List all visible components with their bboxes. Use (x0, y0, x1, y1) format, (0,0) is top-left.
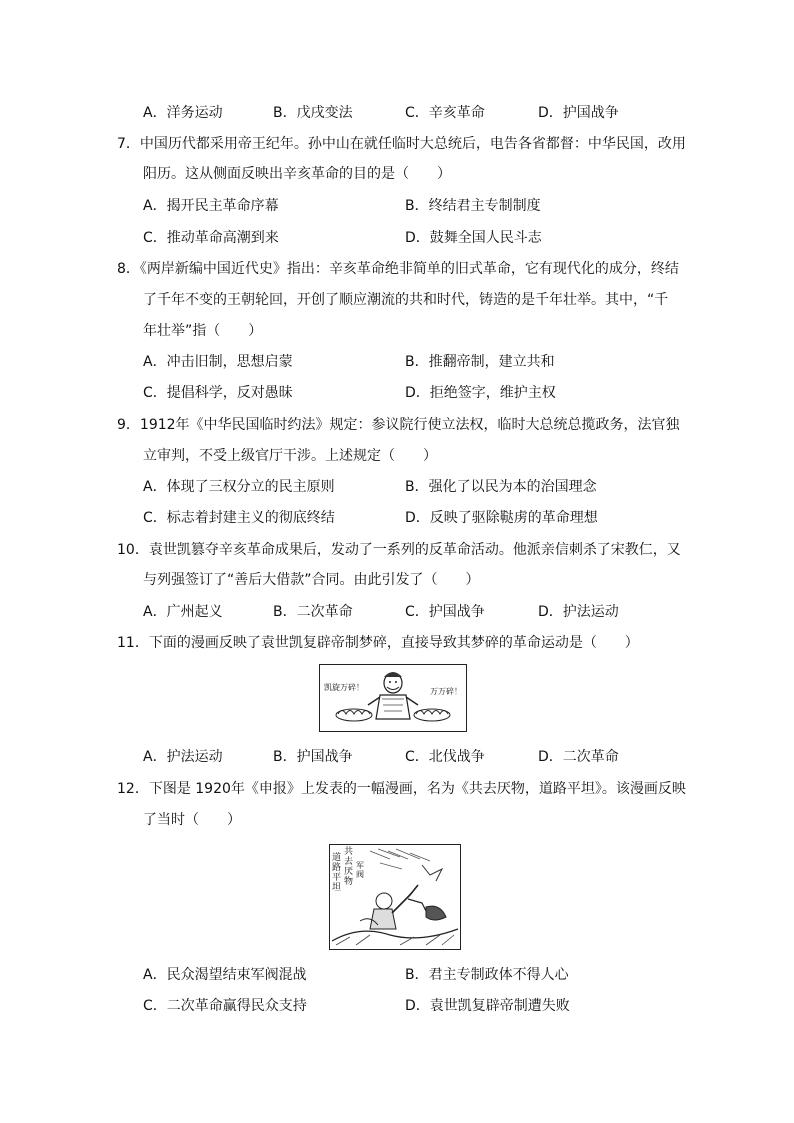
q7-stem-line2: 阳历。这从侧面反映出辛亥革命的目的是（ ） (143, 166, 451, 182)
q8-option-c: C．提倡科学，反对愚昧 (143, 385, 293, 401)
q12-option-a: A．民众渴望结束军阀混战 (143, 967, 307, 983)
q8-option-a: A．冲击旧制，思想启蒙 (143, 354, 293, 370)
q11-option-b: B．护国战争 (273, 749, 353, 765)
q12-option-d: D．袁世凯复辟帝制遭失败 (405, 998, 570, 1014)
q11-option-d: D．二次革命 (538, 749, 619, 765)
q10-option-b: B．二次革命 (273, 604, 353, 620)
q11-option-c: C．北伐战争 (405, 749, 485, 765)
q12-option-c: C．二次革命赢得民众支持 (143, 998, 307, 1014)
q9-stem-line1: 9．1912年《中华民国临时约法》规定：参议院行使立法权，临时大总统总揽政务，法官独 (117, 417, 680, 433)
q11-cartoon-right-caption: 万万碎！ (430, 687, 462, 696)
q11-option-a: A．护法运动 (143, 749, 223, 765)
q9-stem-line2: 立审判，不受上级官厅干涉。上述规定（ ） (143, 448, 437, 464)
q8-stem-line2: 了千年不变的王朝轮回，开创了顺应潮流的共和时代，铸造的是千年壮举。其中，“千 (143, 292, 669, 308)
q9-option-a: A．体现了三权分立的民主原则 (143, 479, 335, 495)
q11-cartoon-left-caption: 凯旋万碎！ (324, 683, 364, 692)
q7-option-d: D．鼓舞全国人民斗志 (405, 230, 542, 246)
q12-cartoon-title-col2: 道路平坦 (332, 853, 342, 893)
q6-option-d: D．护国战争 (538, 105, 619, 121)
q10-stem-line1: 10．袁世凯篡夺辛亥革命成果后，发动了一系列的反革命活动。他派亲信刺杀了宋教仁，又 (117, 542, 681, 558)
q10-option-d: D．护法运动 (538, 604, 619, 620)
q11-cartoon (319, 664, 467, 732)
q12-stem-line2: 了当时（ ） (143, 812, 241, 828)
q8-option-d: D．拒绝签字，维护主权 (405, 385, 556, 401)
q11-stem-line1: 11．下面的漫画反映了袁世凯复辟帝制梦碎，直接导致其梦碎的革命运动是（ ） (117, 635, 639, 651)
q6-option-a: A．洋务运动 (143, 105, 223, 121)
q10-option-c: C．护国战争 (405, 604, 485, 620)
q7-stem-line1: 7．中国历代都采用帝王纪年。孙中山在就任临时大总统后，电告各省都督：中华民国，改用 (117, 136, 686, 152)
q8-option-b: B．推翻帝制，建立共和 (405, 354, 555, 370)
q8-stem-line3: 年壮举”指（ ） (143, 323, 263, 339)
q6-option-b: B．戊戌变法 (273, 105, 353, 121)
q7-option-b: B．终结君主专制制度 (405, 198, 541, 214)
q12-cartoon-title-col1: 共去厌物 (344, 847, 354, 887)
q12-option-b: B．君主专制政体不得人心 (405, 967, 569, 983)
q7-option-c: C．推动革命高潮到来 (143, 230, 279, 246)
q10-stem-line2: 与列强签订了“善后大借款”合同。由此引发了（ ） (143, 572, 480, 588)
q8-stem-line1: 8．《两岸新编中国近代史》指出：辛亥革命绝非简单的旧式革命，它有现代化的成分，终结 (117, 261, 679, 277)
q12-cartoon-army-label: 军阀 (356, 861, 364, 879)
q9-option-c: C．标志着封建主义的彻底终结 (143, 510, 335, 526)
q9-option-b: B．强化了以民为本的治国理念 (405, 479, 597, 495)
q10-option-a: A．广州起义 (143, 604, 223, 620)
q11-cartoon-drawing (320, 665, 466, 731)
q7-option-a: A．揭开民主革命序幕 (143, 198, 279, 214)
q12-cartoon (329, 844, 461, 950)
q9-option-d: D．反映了驱除鞑虏的革命理想 (405, 510, 598, 526)
q12-stem-line1: 12．下图是 1920年《申报》上发表的一幅漫画，名为《共去厌物，道路平坦》。该漫画反映 (117, 781, 686, 797)
q6-option-c: C．辛亥革命 (405, 105, 485, 121)
